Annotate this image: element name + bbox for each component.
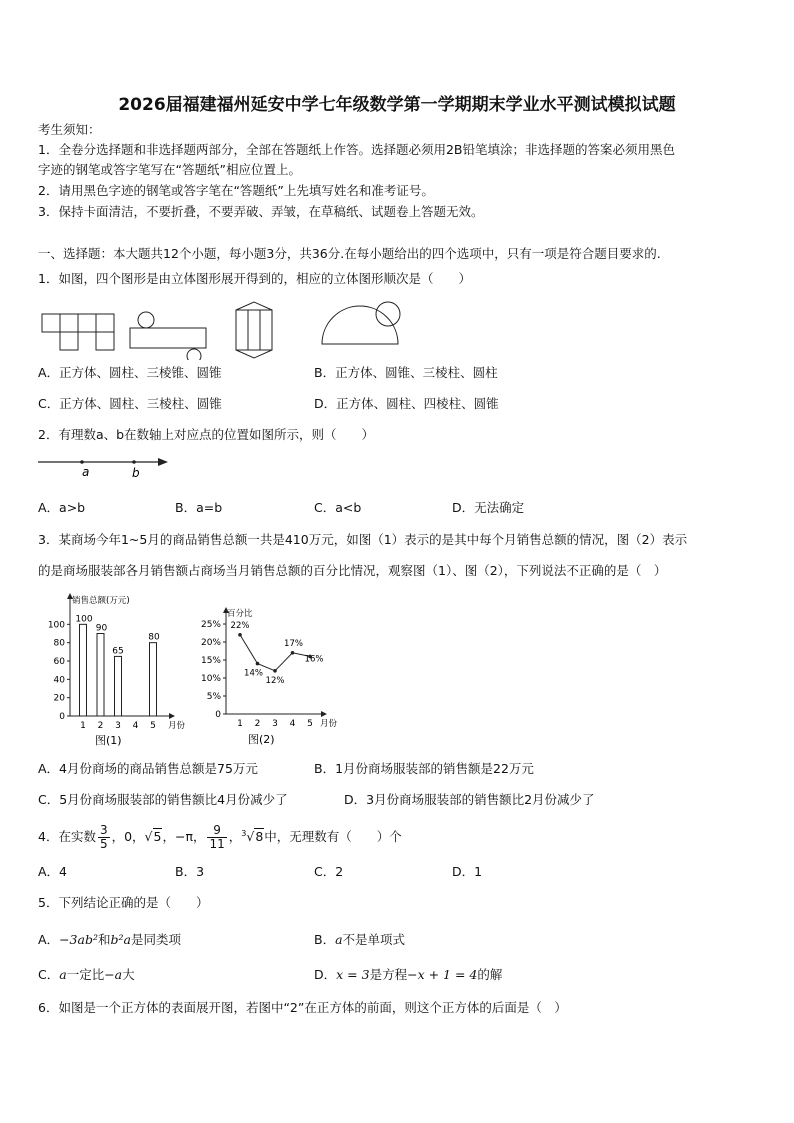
- data-point: [273, 669, 277, 673]
- q5-stem: 5．下列结论正确的是（ ）: [38, 895, 209, 910]
- y-tick-label: 60: [53, 657, 65, 667]
- q1-stem: 1．如图，四个图形是由立体图形展开得到的，相应的立体图形顺次是（ ）: [38, 271, 471, 286]
- q3-option-d: D．3月份商场服装部的销售额比2月份减少了: [344, 792, 595, 807]
- bar-chart-sales: [40, 590, 200, 750]
- x-tick-label: 5: [150, 721, 156, 731]
- bar: [115, 656, 122, 716]
- page-title: 2026届福建福州延安中学七年级数学第一学期期末学业水平测试模拟试题: [118, 95, 676, 115]
- cone-net: [322, 302, 400, 344]
- data-point: [238, 633, 242, 637]
- q4-mid1: ，0，: [111, 829, 145, 845]
- y-tick-label: 20%: [200, 638, 221, 648]
- y-axis-title: 销售总额(万元): [72, 596, 130, 606]
- fraction-9-11: $\frac{9}{11}$: [209, 823, 225, 852]
- y-tick-label: 25%: [200, 620, 221, 630]
- label-b: b: [132, 466, 140, 480]
- fraction-3-5: $\frac{3}{5}$: [99, 823, 108, 852]
- q4-post: 中，无理数有（ ）个: [264, 829, 402, 845]
- y-tick-label: 20: [53, 693, 65, 704]
- data-label: 16%: [304, 654, 324, 665]
- y-tick-label: 10%: [200, 674, 221, 684]
- data-label: 90: [95, 623, 108, 634]
- chart-caption: 图(2): [248, 733, 275, 746]
- q3-option-b: B．1月份商场服装部的销售额是22万元: [314, 761, 534, 776]
- q1-option-c: C．正方体、圆柱、三棱柱、圆锥: [38, 396, 222, 411]
- y-axis-title: 百分比: [227, 609, 253, 619]
- prism-net: [236, 302, 272, 358]
- data-label: 22%: [230, 620, 250, 631]
- section-heading: 一、选择题：本大题共12个小题，每小题3分，共36分.在每小题给出的四个选项中，只有一项是符合题目要求的.: [38, 246, 661, 261]
- q4-stem: [38, 820, 402, 851]
- q2-option-b: B．a=b: [175, 500, 223, 515]
- data-label: 100: [75, 614, 93, 625]
- bar: [150, 643, 157, 716]
- notice-line-3: 2．请用黑色字迹的钢笔或答字笔在“答题纸”上先填写姓名和准考证号。: [38, 183, 434, 198]
- x-tick-label: 2: [97, 721, 104, 731]
- y-tick-label: 5%: [206, 692, 221, 702]
- q2-number-line: [36, 452, 176, 480]
- q4-option-c: C．2: [314, 864, 344, 879]
- q4-pre: 4．在实数: [38, 829, 96, 845]
- q1-option-d: D．正方体、圆柱、四棱柱、圆锥: [314, 396, 499, 411]
- x-tick-label: 3: [115, 721, 121, 731]
- q4-option-a: A．4: [38, 864, 68, 879]
- q4-mid3: ，: [228, 829, 242, 845]
- x-tick-label: 5: [307, 719, 313, 729]
- sqrt-5: √5: [144, 829, 162, 845]
- notice-heading: 考生须知：: [38, 122, 101, 137]
- q3-stem-2: 的是商场服装部各月销售额占商场当月销售总额的百分比情况，观察图（1）、图（2），下列说法不正确的是（ ）: [38, 563, 667, 578]
- notice-line-2: 字迹的钢笔或答字笔写在“答题纸”相应位置上。: [38, 162, 301, 177]
- x-axis-title: 月份: [320, 719, 338, 729]
- chart-caption: 图(1): [95, 734, 122, 747]
- point-a: [80, 460, 84, 464]
- bar: [80, 624, 87, 716]
- y-tick-label: 40: [53, 675, 65, 686]
- data-label: 17%: [284, 638, 303, 649]
- q1-nets-figure: [36, 300, 416, 360]
- q3-option-a: A．4月份商场的商品销售总额是75万元: [38, 761, 258, 776]
- q1-option-a: A．正方体、圆柱、三棱锥、圆锥: [38, 365, 222, 380]
- y-tick-label: 15%: [200, 656, 221, 666]
- q2-option-a: A．a>b: [38, 500, 86, 515]
- q6-stem: 6．如图是一个正方体的表面展开图，若图中“2”在正方体的前面，则这个正方体的后面是（ ）: [38, 1000, 567, 1015]
- q2-option-d: D．无法确定: [452, 500, 525, 515]
- point-b: [132, 460, 136, 464]
- y-tick-label: 80: [53, 638, 65, 649]
- q4-option-b: B．3: [175, 864, 205, 879]
- notice-line-1: 1．全卷分选择题和非选择题两部分，全部在答题纸上作答。选择题必须用2B铅笔填涂；非选择题的答案必须用黑色: [38, 142, 675, 157]
- line-chart-percent: [196, 600, 356, 750]
- data-label: 65: [112, 646, 124, 657]
- cylinder-net: [130, 312, 206, 360]
- data-label: 80: [148, 632, 160, 643]
- bar: [97, 634, 104, 717]
- y-tick-label: 0: [59, 712, 65, 722]
- q3-stem-1: 3．某商场今年1~5月的商品销售总额一共是410万元，如图（1）表示的是其中每个月销售总额的情况，图（2）表示: [38, 532, 688, 547]
- data-label: 12%: [265, 675, 285, 686]
- x-tick-label: 3: [272, 719, 278, 729]
- q1-option-b: B．正方体、圆锥、三棱柱、圆柱: [314, 365, 498, 380]
- y-tick-label: 0: [215, 710, 221, 720]
- x-axis-title: 月份: [168, 721, 186, 731]
- data-point: [291, 651, 295, 655]
- x-tick-label: 1: [80, 721, 86, 731]
- x-tick-label: 2: [254, 719, 261, 729]
- q2-stem: 2．有理数a、b在数轴上对应点的位置如图所示，则（ ）: [38, 427, 375, 442]
- x-tick-label: 1: [237, 719, 243, 729]
- label-a: a: [82, 465, 90, 479]
- q4-option-d: D．1: [452, 864, 483, 879]
- y-tick-label: 100: [47, 620, 65, 631]
- q5-option-a: A．−3ab²和b²a是同类项: [38, 932, 181, 947]
- x-tick-label: 4: [289, 719, 296, 729]
- q5-option-c: C．a一定比−a大: [38, 967, 135, 982]
- q3-option-c: C．5月份商场服装部的销售额比4月份减少了: [38, 792, 288, 807]
- notice-line-4: 3．保持卡面清洁，不要折叠，不要弄破、弄皱，在草稿纸、试题卷上答题无效。: [38, 204, 484, 219]
- q4-mid2: ，−π，: [162, 829, 206, 845]
- cbrt-8: $^3$√8: [241, 829, 264, 845]
- cube-net: [42, 314, 114, 350]
- q5-option-b: B．a不是单项式: [314, 932, 406, 947]
- x-axis-arrow: [321, 711, 327, 717]
- x-axis-arrow: [169, 713, 175, 719]
- x-tick-label: 4: [132, 721, 139, 731]
- data-point: [256, 662, 260, 666]
- q2-option-c: C．a<b: [314, 500, 362, 515]
- data-label: 14%: [244, 668, 263, 679]
- q5-option-d: D．x = 3是方程−x + 1 = 4的解: [314, 967, 503, 982]
